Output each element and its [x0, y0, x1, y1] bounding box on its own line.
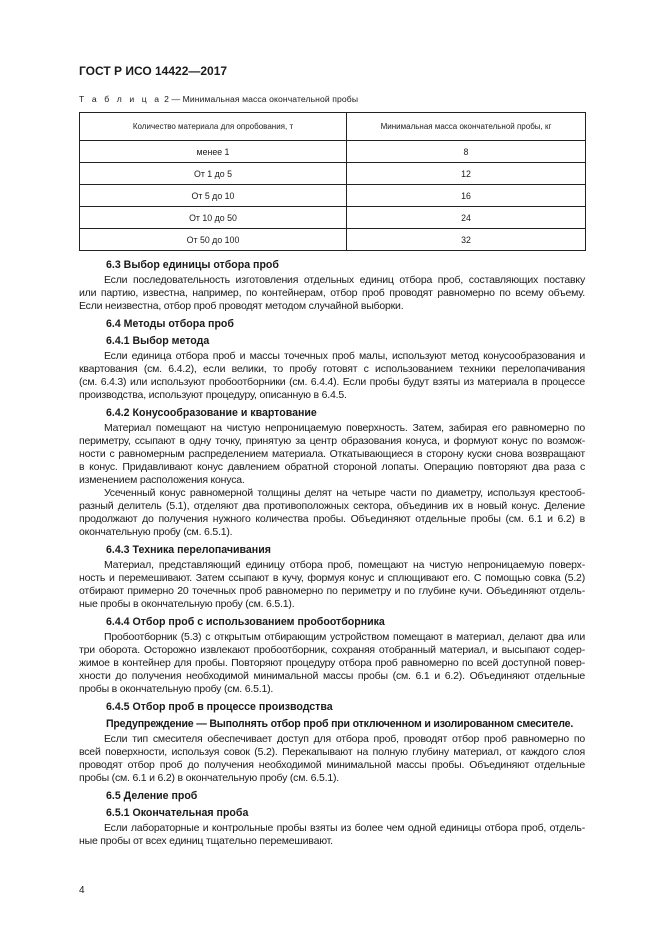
paragraph-line: пробы в окончательную пробу (см. 6.5.1).	[79, 683, 274, 695]
table-row	[80, 185, 586, 207]
section-heading: 6.4.2 Конусообразование и квартование	[106, 407, 317, 419]
paragraph-line: ность и перемешивают. Затем ссыпают в кучу, формуя конус и сплющивают его. С помощью совка (5.2)	[79, 572, 585, 584]
paragraph	[79, 487, 585, 539]
paragraph-line: Усеченный конус равномерной толщины делят на четыре части по диаметру, используя крестооб-	[104, 487, 585, 499]
section-heading: 6.4 Методы отбора проб	[106, 318, 234, 330]
paragraph-line: Если последовательность изготовления отдельных единиц отбора проб, составляющих поставку	[104, 274, 585, 286]
paragraph-line: всей поверхности, используя совок (5.2). Перекапывают на полную глубину материал, от каждого слоя	[79, 746, 585, 758]
document-page	[79, 62, 585, 898]
paragraph-line: или партию, известна, например, по контейнерам, отбор проб проводят равномерно по всему объему.	[79, 287, 585, 299]
paragraph-line: изменением расположения конуса.	[79, 474, 245, 486]
cell-min-mass: 32	[347, 229, 586, 251]
cell-quantity: От 10 до 50	[80, 207, 347, 229]
table-body	[80, 141, 586, 251]
document-body	[79, 257, 585, 848]
paragraph	[79, 422, 585, 487]
paragraph-line: три оборота. Осторожно извлекают пробоотборник, сохраняя отобранный материал, и высыпают содер-	[79, 644, 585, 656]
paragraph-line: жимое в контейнер для пробы. Повторяют процедуру отбора проб равномерно по всей доступной повер-	[79, 657, 585, 669]
table-caption	[79, 92, 585, 106]
section-heading: 6.5 Деление проб	[106, 790, 198, 802]
warning-text: Предупреждение — Выполнять отбор проб при отключенном и изолированном смесителе.	[106, 718, 574, 730]
paragraph-line: продолжают до получения нужного количества пробы. Объединяют отдельные пробы (см. 6.1 и 6.2) в	[79, 513, 585, 525]
cell-min-mass: 8	[347, 141, 586, 163]
paragraph-line: ные пробы в окончательную пробу (см. 6.5.1).	[79, 598, 295, 610]
paragraph-line: Материал помещают на чистую непроницаемую поверхность. Затем, забирая его равномерно по	[104, 422, 585, 434]
section-heading: 6.4.3 Техника перелопачивания	[106, 544, 271, 556]
page-number: 4	[79, 885, 85, 896]
cell-quantity: От 1 до 5	[80, 163, 347, 185]
section-heading: 6.4.4 Отбор проб с использованием пробоотборника	[106, 616, 385, 628]
document-title: ГОСТ Р ИСО 14422—2017	[79, 64, 228, 78]
paragraph-line: Если неизвестна, отбор проб проводят методом случайной выборки.	[79, 300, 404, 312]
table-caption-text: 2 — Минимальная масса окончательной пробы	[161, 94, 359, 104]
table-row	[80, 229, 586, 251]
column-header-min-mass: Минимальная масса окончательной пробы, кг	[347, 113, 586, 141]
cell-quantity: менее 1	[80, 141, 347, 163]
paragraph	[79, 274, 585, 313]
paragraph	[79, 733, 585, 785]
paragraph-line: квартования (см. 6.4.2), если велики, то пробу готовят с использованием техники перелопачивания	[79, 363, 585, 375]
cell-quantity: От 50 до 100	[80, 229, 347, 251]
paragraph-line: ные пробы от всех единиц тщательно перемешивают.	[79, 835, 333, 847]
paragraph-line: Если единица отбора проб и массы точечных проб малы, используют метод конусообразования и	[104, 350, 585, 362]
paragraph-line: периметру, ссыпают в одну точку, принятую за центр образования конуса, и формуют конус по возмож-	[79, 435, 585, 447]
cell-quantity: От 5 до 10	[80, 185, 347, 207]
paragraph-line: Материал, представляющий единицу отбора проб, помещают на чистую непроницаемую поверх-	[104, 559, 585, 571]
min-mass-table	[79, 112, 586, 251]
paragraph-line: в конус. Придавливают конус давлением обратной стороной лопаты. Операцию повторяют два раза с	[79, 461, 585, 473]
paragraph	[79, 631, 585, 696]
cell-min-mass: 12	[347, 163, 586, 185]
table-header-row	[80, 113, 586, 141]
table-caption-label: Т а б л и ц а	[79, 94, 162, 104]
paragraph-line: Если тип смесителя обеспечивает доступ для отбора проб, проводят отбор проб равномерно по	[104, 733, 585, 745]
paragraph-line: Пробоотборник (5.3) с открытым отбирающим устройством помещают в материал, делают два или	[104, 631, 585, 643]
table-row	[80, 207, 586, 229]
section-heading: 6.4.1 Выбор метода	[106, 335, 210, 347]
paragraph-line: отбирают примерно 20 точечных проб равномерно по периметру и по глубине кучи. Объединяют отдель-	[79, 585, 585, 597]
section-heading: 6.5.1 Окончательная проба	[106, 807, 249, 819]
paragraph	[79, 559, 585, 611]
paragraph-line: пробы (см. 6.1 и 6.2) в окончательную пробу (см. 6.5.1).	[79, 772, 340, 784]
paragraph-line: ности с равномерным распределением материала. Откатывающиеся в сторону куски снова возвращают	[79, 448, 585, 460]
paragraph	[79, 822, 585, 848]
paragraph-line: проводят отбор проб до получения необходимой минимальной массы пробы. Объединяют отдельные	[79, 759, 585, 771]
column-header-quantity: Количество материала для опробования, т	[80, 113, 347, 141]
paragraph	[79, 350, 585, 402]
section-heading: 6.3 Выбор единицы отбора проб	[106, 259, 279, 271]
section-heading: 6.4.5 Отбор проб в процессе производства	[106, 701, 333, 713]
paragraph-line: разный делитель (5.1), отделяют два противоположных сектора, объединив их в новый конус. Деление	[79, 500, 585, 512]
paragraph-line: (см. 6.4.3) или используют пробоотборники (см. 6.4.4). Если пробы будут взяты из материала в процессе	[79, 376, 585, 388]
cell-min-mass: 24	[347, 207, 586, 229]
cell-min-mass: 16	[347, 185, 586, 207]
paragraph-line: хности до получения необходимой минимальной массы пробы (см. 6.1 и 6.2). Объединяют отдельные	[79, 670, 585, 682]
paragraph-line: окончательную пробу (см. 6.5.1).	[79, 526, 233, 538]
paragraph-line: Если лабораторные и контрольные пробы взяты из более чем одной единицы отбора проб, отдель-	[104, 822, 585, 834]
table-row	[80, 163, 586, 185]
table-row	[80, 141, 586, 163]
paragraph-line: производства, используют процедуру, описанную в 6.4.5.	[79, 389, 347, 401]
